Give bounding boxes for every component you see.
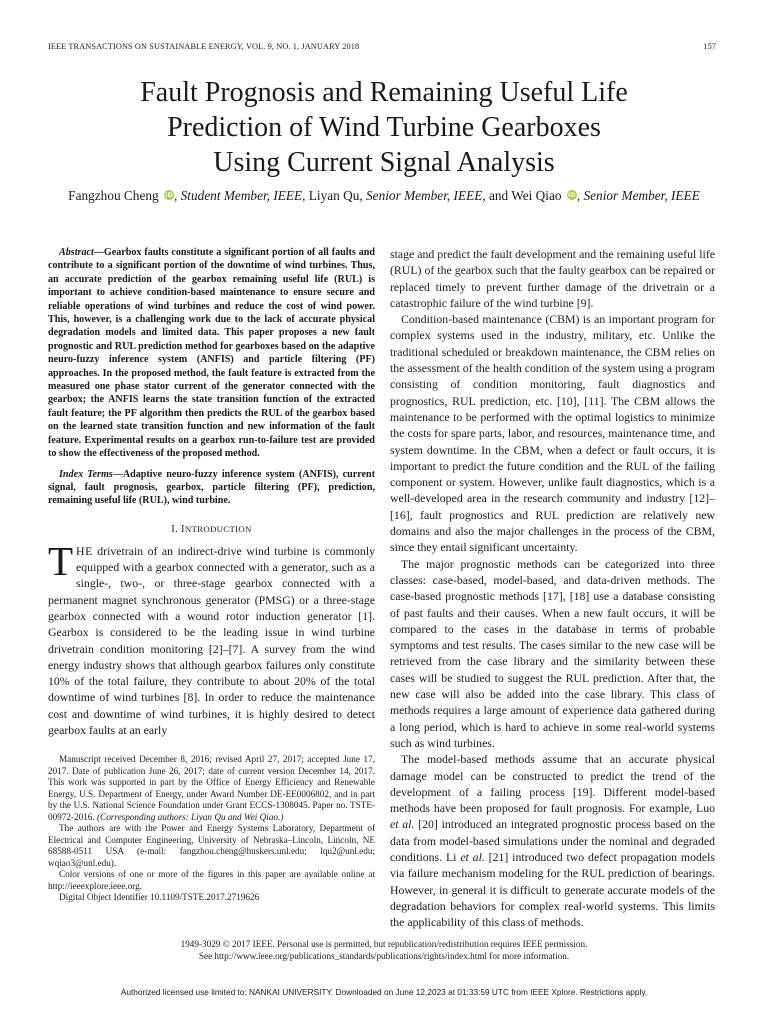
section-name: NTRODUCTION [184, 523, 252, 534]
drop-cap-rest: HE [76, 543, 93, 558]
body-paragraph: The major prognostic methods can be categorized into three classes: case-based, model-based, and data-driven methods. The case-based prognostic methods [17], [18] use a database consisting of past faults and their causes. When a new fault occurs, it will be compared to the cases in the database in terms of probable symptoms and test results. The cases similar to the new case will be retrieved from the case library and the similarity between these cases will be studied to suggest the RUL prediction. After that, the new case will also be added into the case library. This class of methods requires a large amount of experience data gathered during a long period, which is hard to achieve in some real-world systems such as wind turbines. [390, 556, 715, 750]
drop-cap: T [48, 537, 74, 584]
et-al: et al. [390, 817, 415, 832]
journal-name: IEEE TRANSACTIONS ON SUSTAINABLE ENERGY, VOL. 9, NO. 1, JANUARY 2018 [48, 42, 360, 51]
copyright-line-2: See http://www.ieee.org/publications_standards/publications/rights/index.html for more information. [198, 951, 570, 961]
paper-title [40, 75, 728, 180]
orcid-icon[interactable]: iD [165, 191, 173, 199]
body-text: The model-based methods assume that an accurate physical damage model can be constructed to predict the trend of the development of a failing process [19]. Different model-based methods have been proposed for fault prognosis. For example, Luo [390, 752, 715, 816]
footnote-affiliation: The authors are with the Power and Energy Systems Laboratory, Department of Electrical and Computer Engineering, University of Nebraska–Lincoln, Lincoln, NE 68588-0511 USA (e-mail: fangzhou.cheng@huskers.unl.edu; lqu2@unl.edu; wqiao3@unl.edu). [48, 823, 375, 868]
body-text: [20] introduced an integrated prognostic process based on the data from model-based simulations under the nominal and degraded conditions. Li [390, 817, 715, 864]
body-paragraph [390, 751, 715, 930]
section-heading [48, 524, 375, 535]
footnote-doi: Digital Object Identifier 10.1109/TSTE.2017.2719626 [59, 892, 260, 903]
abstract [48, 246, 375, 461]
author-name: , Liyan Qu [302, 188, 360, 203]
page-number: 157 [703, 42, 716, 51]
intro-text: drivetrain of an indirect-drive wind turbine is commonly equipped with a gearbox connected with a generator, such as a single-, two-, or three-stage gearbox connected with a permanent magnet synchronous generator (PMSG) or a three-stage gearbox connected with a wound rotor induction generator [1]. Gearbox is considered to be the leading issue in wind turbine drivetrain condition monitoring [2]–[7]. A survey from the wind energy industry shows that although gearbox failures only constitute 10% of the total failure, they contribute to about 20% of the total downtime of wind turbines [8]. In order to reduce the maintenance cost and downtime of wind turbines, it is highly desired to detect gearbox faults at an early [48, 543, 375, 737]
orcid-icon[interactable]: iD [568, 191, 576, 199]
author-membership: , Senior Member, IEEE [576, 188, 700, 203]
abstract-label: Abstract [59, 247, 94, 258]
copyright-notice [0, 938, 768, 962]
title-line-3: Using Current Signal Analysis [213, 147, 555, 178]
footnote-dates: Manuscript received December 8, 2016; revised April 27, 2017; accepted June 17, 2017. Date of publication June 26, 2017; date of current version December 14, 2017. This work was supported in part by the Office of Energy Efficiency and Renewable Energy, U.S. Department of Energy, under Award Number DE-EE0006802, and in part by the U.S. National Science Foundation under Grant ECCS-1308045. Paper no. TSTE-00972-2016. [48, 754, 375, 822]
footnote-manuscript [48, 754, 375, 823]
author-membership: , Senior Member, IEEE [359, 188, 483, 203]
right-column [390, 246, 715, 930]
body-paragraph: Condition-based maintenance (CBM) is an important program for complex systems used in the industry, military, etc. Unlike the traditional scheduled or breakdown maintenance, the CBM relies on the assessment of the health condition of the system using a program consisting of condition monitoring, fault diagnostics and prognostics, RUL prediction, etc. [10], [11]. The CBM allows the maintenance to be performed with the optimal logistics to minimize the costs for spare parts, labor, and resources, maintenance time, and system downtime. In the CBM, when a defect or fault occurs, it is important to predict the future condition and the RUL of the failing component or system. However, unlike fault diagnostics, which is a well-developed area in the research community and industry [12]–[16], fault prognostics and RUL prediction are relatively new domains and also the major challenges in the process of the CBM, since they entail significant uncertainty. [390, 312, 715, 555]
index-terms-label: Index Terms [59, 468, 113, 480]
author-membership: , Student Member, IEEE [173, 188, 303, 203]
running-head [48, 42, 716, 51]
author-name: Fangzhou Cheng [68, 188, 159, 203]
intro-paragraph [48, 537, 375, 739]
footnote-color: Color versions of one or more of the figures in this paper are available online at http://ieeexplore.ieee.org. [48, 869, 375, 891]
copyright-line-1: 1949-3029 © 2017 IEEE. Personal use is permitted, but republication/redistribution requires IEEE permission. [180, 939, 588, 949]
title-line-2: Prediction of Wind Turbine Gearboxes [167, 112, 601, 143]
section-number: I. I [171, 523, 185, 535]
first-page-footnote [48, 754, 375, 904]
index-terms [48, 468, 375, 508]
license-notice: Authorized licensed use limited to: NANKAI UNIVERSITY. Downloaded on June 12,2023 at 01:33:59 UTC from IEEE Xplore. Restrictions apply. [120, 987, 648, 997]
left-column [48, 246, 375, 904]
author-list [0, 188, 768, 204]
title-line-1: Fault Prognosis and Remaining Useful Life [140, 77, 628, 108]
body-paragraph: stage and predict the fault development and the remaining useful life (RUL) of the gearbox such that the faulty gearbox can be repaired or replaced timely to prevent further damage of the drivetrain or a catastrophic failure of the wind turbine [9]. [390, 247, 715, 310]
body-text: [21] introduced two defect propagation models via failure mechanism modeling for the RUL prediction of bearings. However, in general it is difficult to generate accurate models of the degradation behaviors for complex real-world systems. This limits the applicability of this class of methods. [390, 849, 715, 930]
et-al: et al. [460, 849, 485, 864]
index-terms-text: —Adaptive neuro-fuzzy inference system (ANFIS), current signal, fault prognosis, gearbox, particle filtering (PF), prediction, remaining useful life (RUL), wind turbine. [48, 468, 375, 507]
author-name: , and Wei Qiao [482, 188, 562, 203]
corresponding-authors: (Corresponding authors: Liyan Qu and Wei Qiao.) [97, 811, 284, 822]
abstract-text: —Gearbox faults constitute a significant portion of all faults and contribute to a significant portion of the downtime of wind turbines. Thus, an accurate prediction of the gearbox remaining useful life (RUL) is important to achieve condition-based maintenance to ensure secure and reliable operations of wind turbines and reduce the cost of wind power. This, however, is a challenging work due to the lack of accurate physical degradation models and limited data. This paper proposes a new fault prognostic and RUL prediction method for gearboxes based on the adaptive neuro-fuzzy inference system (ANFIS) and particle filtering (PF) approaches. In the proposed method, the fault feature is extracted from the measured one phase stator current of the generator connected with the gearbox; the ANFIS learns the state transition function of the extracted fault feature; the PF algorithm then predicts the RUL of the gearbox based on the learned state transition function and new information of the fault feature. Experimental results on a gearbox run-to-failure test are provided to show the effectiveness of the proposed method. [48, 247, 375, 460]
